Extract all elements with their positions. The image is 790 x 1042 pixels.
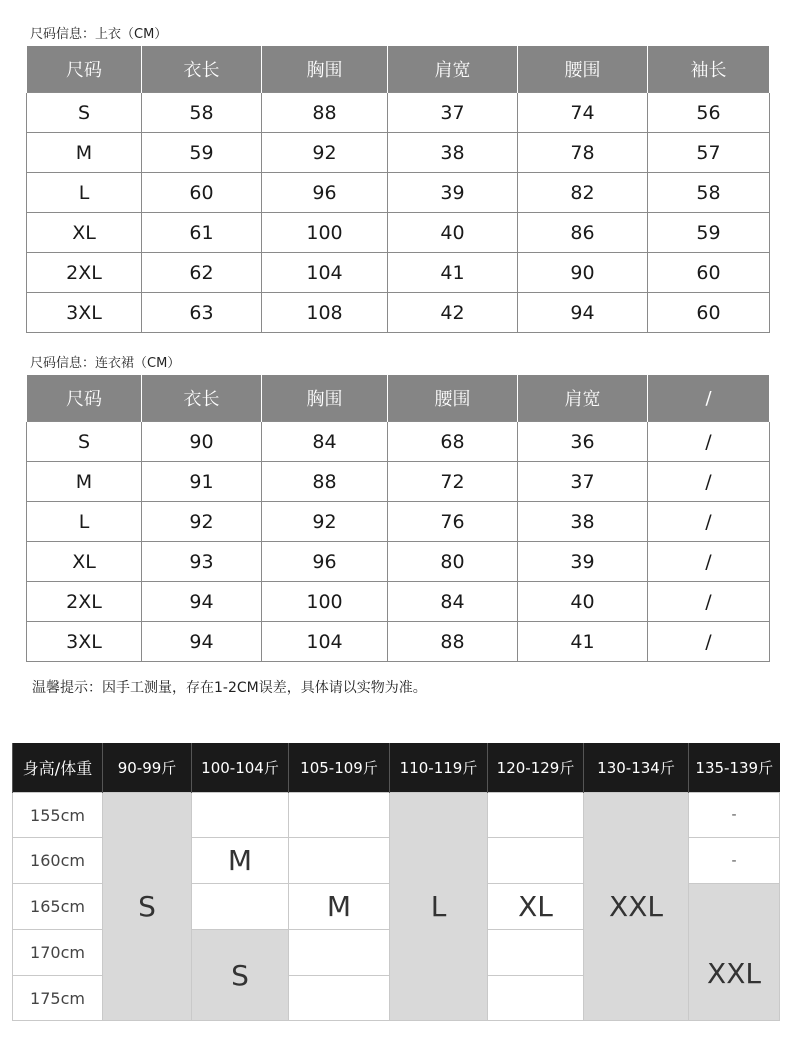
- measurement-cell: 104: [262, 622, 388, 662]
- height-label: 175cm: [13, 976, 103, 1021]
- measurement-cell: 57: [648, 133, 770, 173]
- measurement-cell: 92: [262, 133, 388, 173]
- table-row: [27, 622, 770, 662]
- height-label: 165cm: [13, 884, 103, 930]
- fit-cell-dash: -: [689, 838, 780, 884]
- tops-column-header: 袖长: [648, 46, 770, 93]
- measurement-cell: 68: [388, 422, 518, 462]
- measurement-cell: 96: [262, 542, 388, 582]
- weight-header: 90-99斤: [103, 743, 192, 793]
- measurement-cell: 100: [262, 582, 388, 622]
- measurement-cell: 59: [142, 133, 262, 173]
- measurement-cell: /: [648, 622, 770, 662]
- fit-row-155: [13, 793, 780, 838]
- measurement-cell: 56: [648, 93, 770, 133]
- dress-section-title: 尺码信息：连衣裙（CM）: [30, 356, 181, 371]
- fit-cell-empty: [192, 884, 289, 930]
- measurement-cell: 41: [388, 253, 518, 293]
- tops-column-header: 胸围: [262, 46, 388, 93]
- measurement-cell: 92: [142, 502, 262, 542]
- measurement-cell: 74: [518, 93, 648, 133]
- table-row: [27, 253, 770, 293]
- fit-cell-xxl: XXL: [689, 884, 780, 1021]
- fit-cell-empty: [289, 930, 390, 976]
- measurement-cell: /: [648, 462, 770, 502]
- measurement-cell: 82: [518, 173, 648, 213]
- measurement-cell: 90: [142, 422, 262, 462]
- measurement-cell: 104: [262, 253, 388, 293]
- fit-cell-xl: XL: [488, 884, 584, 930]
- measurement-cell: 58: [648, 173, 770, 213]
- fit-corner-header: 身高/体重: [13, 743, 103, 793]
- measurement-cell: 39: [518, 542, 648, 582]
- measurement-cell: 108: [262, 293, 388, 333]
- dress-column-header: 肩宽: [518, 375, 648, 422]
- size-label-cell: 3XL: [27, 293, 142, 333]
- measurement-tip: 温馨提示：因手工测量，存在1-2CM误差，具体请以实物为准。: [32, 680, 427, 696]
- weight-header: 120-129斤: [488, 743, 584, 793]
- table-row: [27, 502, 770, 542]
- size-label-cell: 3XL: [27, 622, 142, 662]
- weight-header: 135-139斤: [689, 743, 780, 793]
- fit-cell-s: S: [103, 793, 192, 1021]
- fit-cell-m: M: [289, 884, 390, 930]
- fit-cell-empty: [192, 793, 289, 838]
- measurement-cell: 60: [648, 253, 770, 293]
- measurement-cell: 94: [142, 582, 262, 622]
- fit-chart-table: [12, 743, 780, 1021]
- weight-header: 110-119斤: [390, 743, 488, 793]
- table-row: [27, 173, 770, 213]
- measurement-cell: 62: [142, 253, 262, 293]
- tops-header-row: [27, 46, 770, 93]
- measurement-cell: 39: [388, 173, 518, 213]
- measurement-cell: 58: [142, 93, 262, 133]
- dress-column-header: /: [648, 375, 770, 422]
- measurement-cell: 84: [388, 582, 518, 622]
- measurement-cell: 42: [388, 293, 518, 333]
- measurement-cell: 38: [518, 502, 648, 542]
- size-label-cell: M: [27, 133, 142, 173]
- measurement-cell: 60: [142, 173, 262, 213]
- tops-column-header: 衣长: [142, 46, 262, 93]
- measurement-cell: 91: [142, 462, 262, 502]
- measurement-cell: 90: [518, 253, 648, 293]
- height-label: 155cm: [13, 793, 103, 838]
- measurement-cell: 84: [262, 422, 388, 462]
- fit-cell-xxl: XXL: [584, 793, 689, 1021]
- fit-cell-s: S: [192, 930, 289, 1021]
- measurement-cell: 59: [648, 213, 770, 253]
- dress-header-row: [27, 375, 770, 422]
- tops-column-header: 腰围: [518, 46, 648, 93]
- measurement-cell: 41: [518, 622, 648, 662]
- table-row: [27, 582, 770, 622]
- fit-cell-empty: [488, 976, 584, 1021]
- measurement-cell: 80: [388, 542, 518, 582]
- size-label-cell: S: [27, 422, 142, 462]
- height-label: 170cm: [13, 930, 103, 976]
- size-label-cell: XL: [27, 213, 142, 253]
- fit-cell-m: M: [192, 838, 289, 884]
- dress-column-header: 衣长: [142, 375, 262, 422]
- weight-header: 105-109斤: [289, 743, 390, 793]
- measurement-cell: /: [648, 542, 770, 582]
- table-row: [27, 422, 770, 462]
- table-row: [27, 93, 770, 133]
- measurement-cell: 76: [388, 502, 518, 542]
- tops-section-title: 尺码信息：上衣（CM）: [30, 27, 168, 42]
- table-row: [27, 133, 770, 173]
- measurement-cell: 37: [388, 93, 518, 133]
- fit-cell-dash: -: [689, 793, 780, 838]
- measurement-cell: 100: [262, 213, 388, 253]
- measurement-cell: 93: [142, 542, 262, 582]
- measurement-cell: 40: [388, 213, 518, 253]
- dress-column-header: 胸围: [262, 375, 388, 422]
- size-label-cell: 2XL: [27, 582, 142, 622]
- fit-header-row: [13, 743, 780, 793]
- measurement-cell: 88: [262, 462, 388, 502]
- fit-cell-empty: [488, 838, 584, 884]
- measurement-cell: 72: [388, 462, 518, 502]
- measurement-cell: 88: [388, 622, 518, 662]
- measurement-cell: 38: [388, 133, 518, 173]
- dress-size-table: [26, 374, 770, 662]
- dress-column-header: 尺码: [27, 375, 142, 422]
- dress-column-header: 腰围: [388, 375, 518, 422]
- measurement-cell: /: [648, 502, 770, 542]
- table-row: [27, 213, 770, 253]
- measurement-cell: 94: [518, 293, 648, 333]
- fit-cell-empty: [289, 838, 390, 884]
- tops-size-table: [26, 45, 770, 333]
- measurement-cell: /: [648, 582, 770, 622]
- fit-cell-empty: [289, 976, 390, 1021]
- measurement-cell: 63: [142, 293, 262, 333]
- measurement-cell: 88: [262, 93, 388, 133]
- size-label-cell: S: [27, 93, 142, 133]
- weight-header: 130-134斤: [584, 743, 689, 793]
- measurement-cell: 60: [648, 293, 770, 333]
- tops-column-header: 尺码: [27, 46, 142, 93]
- measurement-cell: 96: [262, 173, 388, 213]
- measurement-cell: 78: [518, 133, 648, 173]
- size-label-cell: 2XL: [27, 253, 142, 293]
- fit-cell-l: L: [390, 793, 488, 1021]
- measurement-cell: 92: [262, 502, 388, 542]
- fit-cell-empty: [488, 793, 584, 838]
- table-row: [27, 293, 770, 333]
- tops-column-header: 肩宽: [388, 46, 518, 93]
- measurement-cell: 61: [142, 213, 262, 253]
- size-label-cell: L: [27, 502, 142, 542]
- measurement-cell: /: [648, 422, 770, 462]
- table-row: [27, 462, 770, 502]
- fit-cell-empty: [289, 793, 390, 838]
- size-label-cell: M: [27, 462, 142, 502]
- weight-header: 100-104斤: [192, 743, 289, 793]
- fit-cell-empty: [488, 930, 584, 976]
- size-label-cell: L: [27, 173, 142, 213]
- measurement-cell: 94: [142, 622, 262, 662]
- measurement-cell: 37: [518, 462, 648, 502]
- height-label: 160cm: [13, 838, 103, 884]
- measurement-cell: 86: [518, 213, 648, 253]
- size-label-cell: XL: [27, 542, 142, 582]
- table-row: [27, 542, 770, 582]
- measurement-cell: 36: [518, 422, 648, 462]
- measurement-cell: 40: [518, 582, 648, 622]
